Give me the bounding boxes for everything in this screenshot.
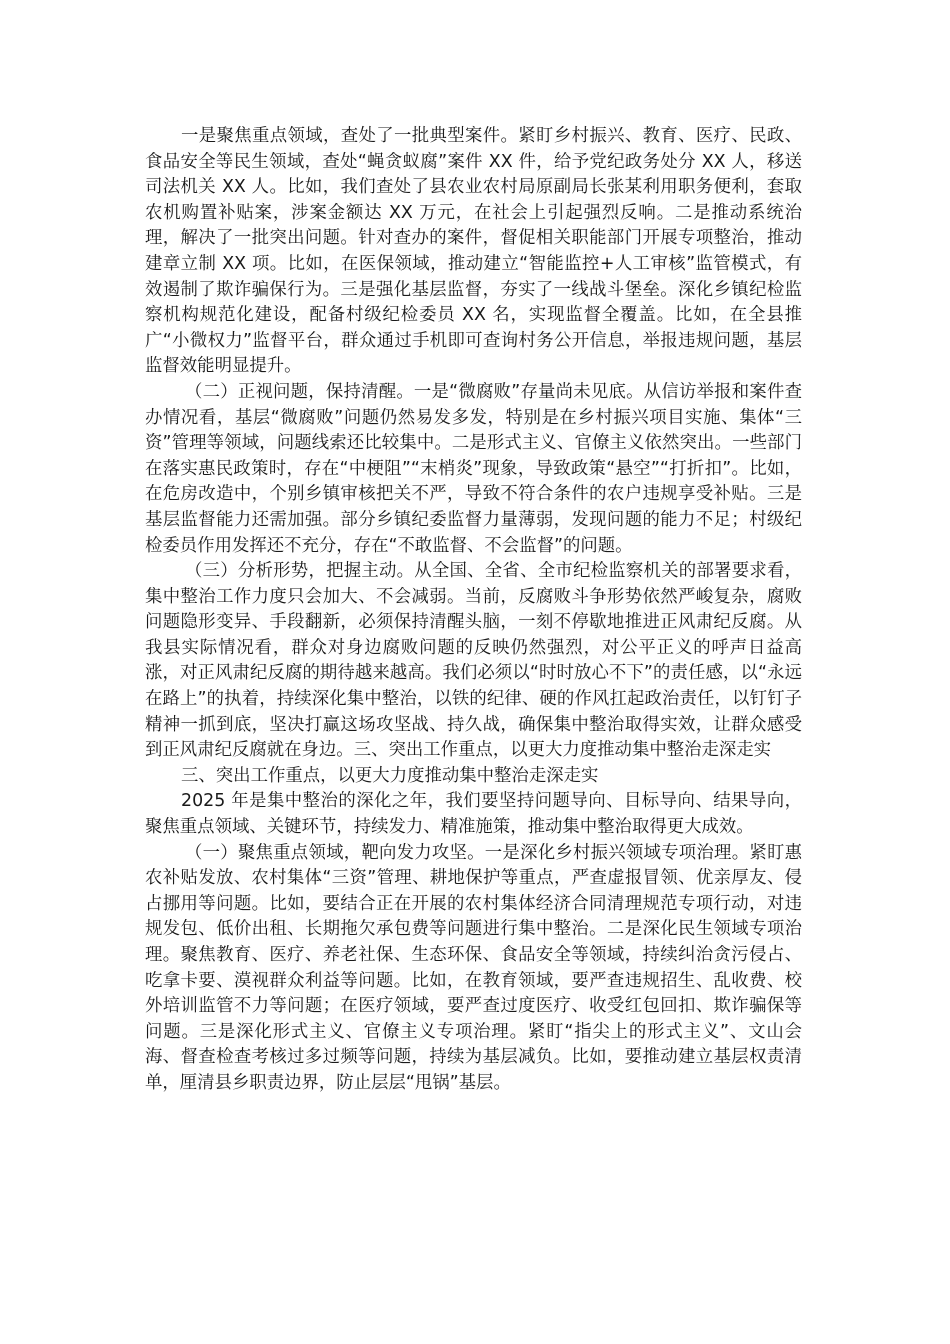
paragraph-focus-key-areas: （一）聚焦重点领域，靶向发力攻坚。一是深化乡村振兴领域专项治理。紧盯惠农补贴发放、农村集体“三资”管理、耕地保护等重点，严查虚报冒领、优亲厚友、侵占挪用等问题。比如，要结合正在开展的农村集体经济合同清理规范专项行动，对违规发包、低价出租、长期拖欠承包费等问题进行集中整治。二是深化民生领域专项治理。聚焦教育、医疗、养老社保、生态环保、食品安全等领域，持续纠治贪污侵占、吃拿卡要、漠视群众利益等问题。比如，在教育领域，要严查违规招生、乱收费、校外培训监管不力等问题；在医疗领域，要严查过度医疗、收受红包回扣、欺诈骗保等问题。三是深化形式主义、官僚主义专项治理。紧盯“指尖上的形式主义”、文山会海、督查检查考核过多过频等问题，持续为基层减负。比如，要推动建立基层权责清单，厘清县乡职责边界，防止层层“甩锅”基层。 bbox=[145, 842, 802, 1093]
paragraph-typical-cases: 一是聚焦重点领域，查处了一批典型案件。紧盯乡村振兴、教育、医疗、民政、食品安全等民生领域，查处“蝇贪蚁腐”案件 XX 件，给予党纪政务处分 XX 人，移送司法机关 XX 人。比如，我们查处了县农业农村局原副局长张某利用职务便利，套取农机购置补贴案，涉案金额达 XX 万元，在社会上引起强烈反响。二是推动系统治理，解决了一批突出问题。针对查办的案件，督促相关职能部门开展专项整治，推动建章立制 XX 项。比如，在医保领域，推动建立“智能监控+人工审核”监管模式，有效遏制了欺诈骗保行为。三是强化基层监督，夯实了一线战斗堡垒。深化乡镇纪检监察机构规范化建设，配备村级纪检委员 XX 名，实现监督全覆盖。比如，在全县推广“小微权力”监督平台，群众通过手机即可查询村务公开信息，举报违规问题，基层监督效能明显提升。 bbox=[145, 126, 802, 377]
section-heading-three: 三、突出工作重点，以更大力度推动集中整治走深走实 bbox=[181, 765, 599, 786]
paragraph-face-problems: （二）正视问题，保持清醒。一是“微腐败”存量尚未见底。从信访举报和案件查办情况看，基层“微腐败”问题仍然易发多发，特别是在乡村振兴项目实施、集体“三资”管理等领域，问题线索还比较集中。二是形式主义、官僚主义依然突出。一些部门在落实惠民政策时，存在“中梗阻”“末梢炎”现象，导致政策“悬空”“打折扣”。比如，在危房改造中，个别乡镇审核把关不严，导致不符合条件的农户违规享受补贴。三是基层监督能力还需加强。部分乡镇纪委监督力量薄弱，发现问题的能力不足；村级纪检委员作用发挥还不充分，存在“不敢监督、不会监督”的问题。 bbox=[145, 381, 802, 556]
paragraph-analyze-situation: （三）分析形势，把握主动。从全国、全省、全市纪检监察机关的部署要求看，集中整治工作力度只会加大、不会减弱。当前，反腐败斗争形势依然严峻复杂，腐败问题隐形变异、手段翻新，必须保持清醒头脑，一刻不停歇地推进正风肃纪反腐。从我县实际情况看，群众对身边腐败问题的反映仍然强烈，对公平正义的呼声日益高涨，对正风肃纪反腐的期待越来越高。我们必须以“时时放心不下”的责任感，以“永远在路上”的执着，持续深化集中整治，以铁的纪律、硬的作风扛起政治责任，以钉钉子精神一抓到底，坚决打赢这场攻坚战、持久战，确保集中整治取得实效，让群众感受到正风肃纪反腐就在身边。三、突出工作重点，以更大力度推动集中整治走深走实 bbox=[145, 561, 802, 761]
document-body bbox=[145, 124, 802, 1097]
paragraph-2025-overview: 2025 年是集中整治的深化之年，我们要坚持问题导向、目标导向、结果导向，聚焦重点领域、关键环节，持续发力、精准施策，推动集中整治取得更大成效。 bbox=[145, 791, 802, 838]
